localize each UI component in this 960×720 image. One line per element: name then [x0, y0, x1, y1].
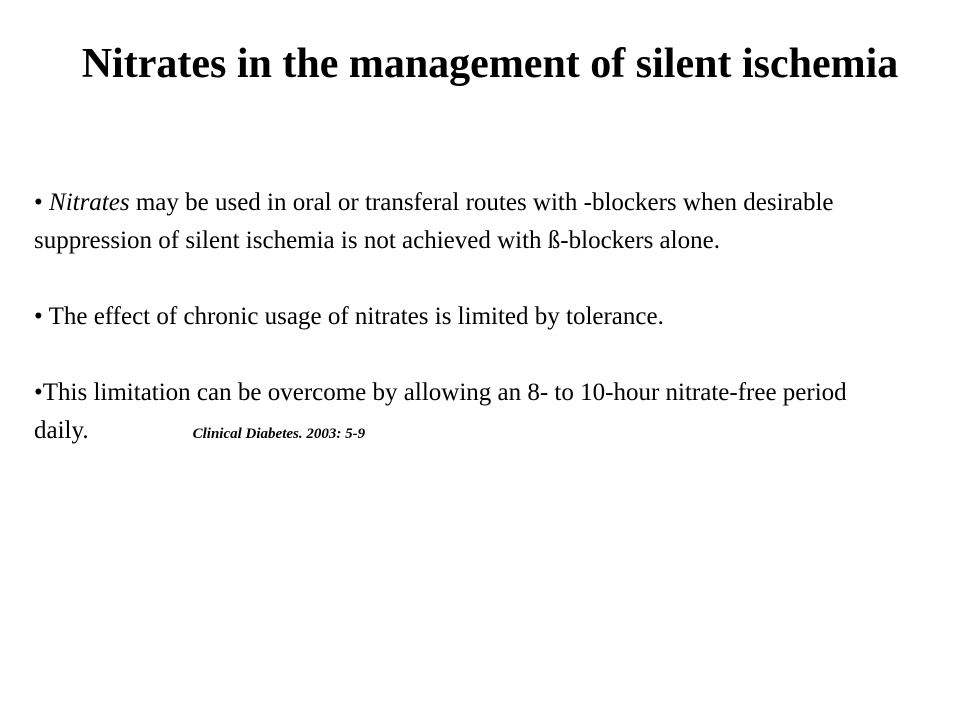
bullet-item-2 — [34, 298, 946, 336]
citation: Clinical Diabetes. 2003: 5-9 — [192, 426, 366, 442]
bullet-text: may be used in oral or transferal routes with -blockers when desirable suppression of silent ischemia is not achieved with ß-blockers alone. — [34, 189, 834, 254]
bullet-emphasis: Nitrates — [49, 189, 130, 216]
bullet-item-3 — [34, 374, 946, 453]
bullet-text: This limitation can be overcome by allowing an 8- to 10-hour nitrate-free period daily. — [34, 379, 847, 444]
slide-title: Nitrates in the management of silent ischemia — [81, 41, 899, 87]
bullet-marker: • — [34, 303, 43, 330]
bullet-marker: • — [34, 189, 43, 216]
bullet-item-1 — [34, 184, 946, 260]
slide-body — [34, 184, 946, 453]
bullet-marker: • — [34, 379, 43, 406]
bullet-text: The effect of chronic usage of nitrates is limited by tolerance. — [48, 303, 664, 330]
